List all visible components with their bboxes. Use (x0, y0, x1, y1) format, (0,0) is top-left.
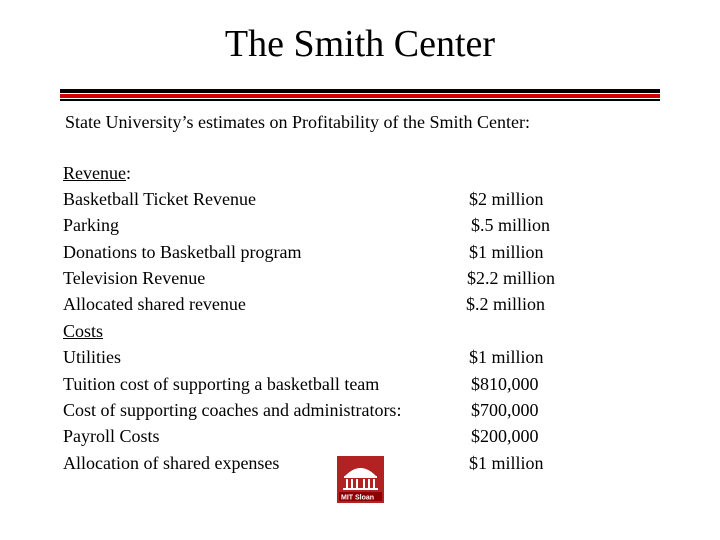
revenue-row (0, 239, 720, 265)
revenue-value: $.5 million (471, 215, 551, 235)
revenue-label: Parking (63, 215, 119, 235)
mit-sloan-logo-icon (337, 456, 384, 503)
cost-row (0, 344, 720, 370)
slide-subtitle: State University’s estimates on Profitability of the Smith Center: (65, 112, 530, 132)
cost-value: $700,000 (471, 400, 539, 420)
title-rule-red (60, 94, 660, 98)
costs-heading: Costs (63, 321, 104, 341)
title-rule-bottom (60, 99, 660, 101)
revenue-heading: Revenue (63, 163, 126, 183)
costs-heading-row (0, 318, 720, 344)
revenue-row (0, 291, 720, 317)
revenue-label: Basketball Ticket Revenue (63, 189, 256, 209)
revenue-label: Allocated shared revenue (63, 294, 246, 314)
revenue-row (0, 186, 720, 212)
slide-title: The Smith Center (224, 23, 496, 65)
revenue-value: $1 million (469, 242, 544, 262)
title-rule-top (60, 89, 660, 93)
revenue-value: $.2 million (466, 294, 546, 314)
cost-label: Cost of supporting coaches and administrators: (63, 400, 402, 420)
cost-value: $200,000 (471, 426, 539, 446)
cost-label: Payroll Costs (63, 426, 160, 446)
logo-text-sloan: Sloan (355, 494, 375, 502)
revenue-value: $2.2 million (467, 268, 556, 288)
revenue-heading-colon: : (125, 163, 131, 183)
revenue-label: Television Revenue (63, 268, 206, 288)
cost-value: $810,000 (471, 374, 539, 394)
cost-row (0, 423, 720, 449)
revenue-row (0, 212, 720, 238)
cost-label: Utilities (63, 347, 121, 367)
revenue-label: Donations to Basketball program (63, 242, 302, 262)
cost-label: Tuition cost of supporting a basketball team (63, 374, 380, 394)
cost-row (0, 397, 720, 423)
revenue-heading-row (0, 160, 720, 186)
cost-value: $1 million (469, 347, 544, 367)
revenue-value: $2 million (469, 189, 544, 209)
logo-text-mit: MIT (341, 494, 354, 502)
cost-row (0, 371, 720, 397)
cost-value: $1 million (469, 453, 544, 473)
revenue-row (0, 265, 720, 291)
cost-label: Allocation of shared expenses (63, 453, 280, 473)
